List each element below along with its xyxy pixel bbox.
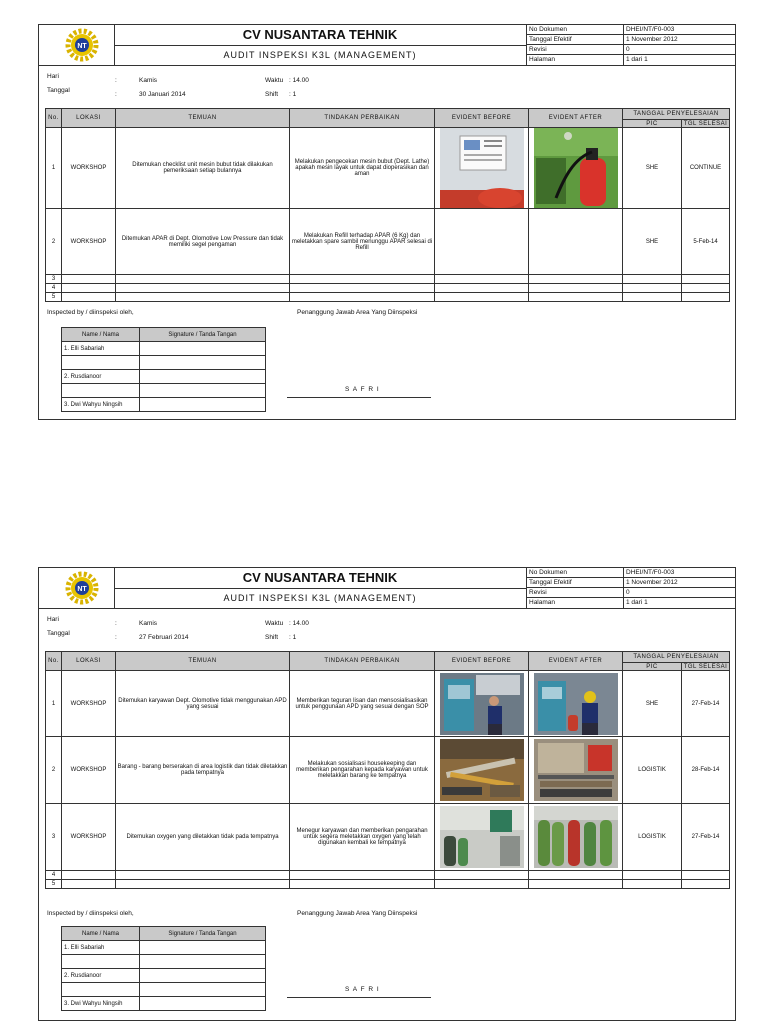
empty-cell [62,384,140,398]
evidence-before-photo[interactable] [435,737,529,804]
row-tindakan: Melakukan sosialisasi housekeeping dan memberikan pengarahan kepada karyawan untuk meletakkan barang ke tempatnya [290,737,435,804]
photo-image [440,806,524,868]
empty-cell [682,880,730,889]
meta-key: No Dokumen [529,569,567,576]
header-lokasi: LOKASI [62,109,116,128]
header-before: EVIDENT BEFORE [435,109,529,128]
signature-cell[interactable] [140,384,266,398]
meta-row [527,598,736,608]
evidence-after-photo[interactable] [529,671,623,737]
signature-cell[interactable] [140,342,266,356]
row-tgl: 27-Feb-14 [682,804,730,871]
table-row [46,804,730,871]
meta-value: DHEI/NT/F0-003 [623,568,736,578]
row-pic: LOGISTIK [623,737,682,804]
empty-cell [682,293,730,302]
form-header [39,25,735,66]
document-meta [526,568,736,608]
photo-checklist [440,128,524,208]
company-logo [39,25,115,65]
row-no: 5 [46,880,62,889]
table-row [46,293,730,302]
row-tgl: CONTINUE [682,128,730,209]
signature-cell[interactable] [140,398,266,412]
meta-value: 0 [623,588,736,598]
row-no: 5 [46,293,62,302]
empty-cell [62,356,140,370]
waktu-value: : 14.00 [289,620,309,627]
empty-cell [623,871,682,880]
empty-cell [435,871,529,880]
photo-worker-after [534,673,618,735]
empty-cell [623,880,682,889]
empty-cell [435,880,529,889]
meta-row [527,588,736,598]
inspector-name: 1. Elli Sabariah [62,941,140,955]
evidence-after-photo[interactable] [529,128,623,209]
photo-oxygen-before [440,806,524,868]
row-no: 2 [46,209,62,275]
pj-name: S A F R I [345,986,380,993]
hari-label: Hari [47,616,59,623]
header-lokasi: LOKASI [62,652,116,671]
empty-cell [682,284,730,293]
hari-label: Hari [47,73,59,80]
empty-cell [62,284,116,293]
audit-form [38,24,736,420]
empty-cell [623,275,682,284]
empty-cell [116,275,290,284]
photo-image [440,673,524,735]
waktu-value: : 14.00 [289,77,309,84]
document-title: AUDIT INSPEKSI K3L (MANAGEMENT) [223,593,417,603]
photo-apar [534,128,618,208]
empty-cell [290,284,435,293]
hari-value: Kamis [139,620,158,627]
header-no: No. [46,109,62,128]
meta-key: Revisi [529,46,547,53]
inspector-name: 2. Rusdianoor [62,969,140,983]
tanggal-label: Tanggal [47,630,70,637]
table-row [46,128,730,209]
meta-value: 1 November 2012 [623,578,736,588]
inspected-by-label: Inspected by / diinspeksi oleh, [47,910,134,917]
form-header [39,568,735,609]
signature-table [61,926,266,1011]
row-no: 1 [46,128,62,209]
photo-image [534,739,618,801]
meta-value: 1 November 2012 [623,35,736,45]
inspector-name: 1. Elli Sabariah [62,342,140,356]
table-row [46,275,730,284]
svg-text:NT: NT [77,586,87,593]
row-lokasi: WORKSHOP [62,209,116,275]
evidence-before-photo[interactable] [435,671,529,737]
empty-cell [682,871,730,880]
evidence-after-photo[interactable] [529,737,623,804]
row-tgl: 28-Feb-14 [682,737,730,804]
meta-key: Halaman [529,56,556,63]
signature-table [61,327,266,412]
table-row [46,284,730,293]
header-pic: PIC [623,663,682,671]
signature-cell[interactable] [140,955,266,969]
empty-cell [435,275,529,284]
empty-cell [623,293,682,302]
empty-cell [116,871,290,880]
table-row [46,671,730,737]
row-pic: SHE [623,128,682,209]
empty-cell [290,275,435,284]
table-row [46,209,730,275]
document-title: AUDIT INSPEKSI K3L (MANAGEMENT) [223,50,417,60]
pj-label: Penanggung Jawab Area Yang Diinspeksi [297,309,418,316]
header-tindakan: TINDAKAN PERBAIKAN [290,109,435,128]
pj-name: S A F R I [345,386,380,393]
tanggal-label: Tanggal [47,87,70,94]
colon: : [115,91,117,98]
header-tanggal: TANGGAL PENYELESAIAN [623,109,730,120]
signature-cell[interactable] [140,370,266,384]
row-temuan: Ditemukan APAR di Dept. Olomotive Low Pressure dan tidak memiliki segel pengaman [116,209,290,275]
photo-worker-before [440,673,524,735]
pj-label: Penanggung Jawab Area Yang Diinspeksi [297,910,418,917]
tanggal-value: 30 Januari 2014 [139,91,186,98]
inspector-name: 3. Dwi Wahyu Ningsih [62,398,140,412]
header-tgl: TGL SELESAI [682,120,730,128]
signature-cell[interactable] [140,356,266,370]
table-row [46,880,730,889]
gear-logo-icon [65,28,99,62]
header-tgl: TGL SELESAI [682,663,730,671]
evidence-after-photo[interactable] [529,804,623,871]
findings-table [45,651,730,889]
row-no: 4 [46,284,62,293]
shift-value: : 1 [289,91,297,98]
meta-value: 1 dari 1 [623,55,736,65]
row-no: 2 [46,737,62,804]
photo-image [534,128,618,208]
row-tgl: 5-Feb-14 [682,209,730,275]
hari-value: Kamis [139,77,158,84]
signature-cell[interactable] [140,969,266,983]
audit-form [38,567,736,1021]
document-meta [526,25,736,65]
photo-oxygen-after [534,806,618,868]
meta-row [527,25,736,35]
gear-logo-icon [65,571,99,605]
empty-cell [62,983,140,997]
meta-row [527,578,736,588]
evidence-before-photo[interactable] [435,128,529,209]
table-row [46,871,730,880]
row-lokasi: WORKSHOP [62,804,116,871]
row-tindakan: Menegur karyawan dan memberikan pengarahan untuk segera meletakkan oxygen yang telah digunakan kembali ke tempatnya [290,804,435,871]
colon: : [115,77,117,84]
empty-cell [682,275,730,284]
sig-header-sign: Signature / Tanda Tangan [140,927,266,941]
row-pic: SHE [623,671,682,737]
row-tindakan: Memberikan teguran lisan dan mensosialisasikan untuk penggunaan APD yang sesuai dengan SOP [290,671,435,737]
row-lokasi: WORKSHOP [62,671,116,737]
header-tanggal: TANGGAL PENYELESAIAN [623,652,730,663]
row-pic: SHE [623,209,682,275]
header-tindakan: TINDAKAN PERBAIKAN [290,652,435,671]
empty-cell [529,275,623,284]
sig-header-name: Name / Nama [62,328,140,342]
inspector-name: 3. Dwi Wahyu Ningsih [62,997,140,1011]
empty-cell [62,955,140,969]
empty-cell [529,284,623,293]
empty-cell [116,293,290,302]
shift-value: : 1 [289,634,297,641]
inspector-name: 2. Rusdianoor [62,370,140,384]
meta-row [527,35,736,45]
findings-table [45,108,730,302]
empty-cell [529,880,623,889]
row-lokasi: WORKSHOP [62,737,116,804]
meta-row [527,55,736,65]
signature-cell[interactable] [140,997,266,1011]
row-temuan: Barang - barang berserakan di area logistik dan tidak diletakkan pada tempatnya [116,737,290,804]
company-name: CV NUSANTARA TEHNIK [114,568,526,589]
header-after: EVIDENT AFTER [529,652,623,671]
row-temuan: Ditemukan checklist unit mesin bubut tidak dilakukan pemeriksaan setiap bulannya [116,128,290,209]
empty-cell [435,293,529,302]
empty-cell [623,284,682,293]
empty-cell [529,293,623,302]
meta-row [527,568,736,578]
empty-cell [290,871,435,880]
photo-image [440,128,524,208]
header-pic: PIC [623,120,682,128]
tanggal-value: 27 Februari 2014 [139,634,189,641]
signature-line [287,997,431,998]
meta-key: Tanggal Efektif [529,36,572,43]
meta-key: Tanggal Efektif [529,579,572,586]
row-temuan: Ditemukan karyawan Dept. Olomotive tidak menggunakan APD yang sesuai [116,671,290,737]
row-tgl: 27-Feb-14 [682,671,730,737]
shift-label: Shift [265,634,279,641]
empty-cell [62,871,116,880]
inspected-by-label: Inspected by / diinspeksi oleh, [47,309,134,316]
header-after: EVIDENT AFTER [529,109,623,128]
row-no: 1 [46,671,62,737]
empty-cell [62,293,116,302]
row-tindakan: Melakukan Refill terhadap APAR (6 Kg) dan meletakkan spare sambil menunggu APAR selesai di Refill [290,209,435,275]
photo-image [534,673,618,735]
colon: : [115,634,117,641]
evidence-before-empty [435,209,529,275]
evidence-after-empty [529,209,623,275]
photo-logistics-before [440,739,524,801]
row-no: 3 [46,804,62,871]
meta-key: Revisi [529,589,547,596]
waktu-label: Waktu [265,77,284,84]
meta-row [527,45,736,55]
header-temuan: TEMUAN [116,109,290,128]
sig-header-sign: Signature / Tanda Tangan [140,328,266,342]
meta-value: DHEI/NT/F0-003 [623,25,736,35]
photo-image [534,806,618,868]
empty-cell [435,284,529,293]
company-name: CV NUSANTARA TEHNIK [114,25,526,46]
empty-cell [62,880,116,889]
header-before: EVIDENT BEFORE [435,652,529,671]
empty-cell [529,871,623,880]
shift-label: Shift [265,91,279,98]
header-no: No. [46,652,62,671]
waktu-label: Waktu [265,620,284,627]
signature-cell[interactable] [140,941,266,955]
empty-cell [290,880,435,889]
photo-logistics-after [534,739,618,801]
table-row [46,737,730,804]
colon: : [115,620,117,627]
row-temuan: Ditemukan oxygen yang diletakkan tidak pada tempatnya [116,804,290,871]
svg-text:NT: NT [77,43,87,50]
meta-key: Halaman [529,599,556,606]
header-temuan: TEMUAN [116,652,290,671]
empty-cell [62,275,116,284]
photo-image [440,739,524,801]
meta-value: 1 dari 1 [623,598,736,608]
signature-line [287,397,431,398]
row-tindakan: Melakukan pengecekan mesin bubut (Dept. Lathe) apakah mesin layak untuk dapat dioperasikan dan aman [290,128,435,209]
signature-cell[interactable] [140,983,266,997]
empty-cell [290,293,435,302]
company-logo [39,568,115,608]
meta-key: No Dokumen [529,26,567,33]
evidence-before-photo[interactable] [435,804,529,871]
empty-cell [116,284,290,293]
row-no: 3 [46,275,62,284]
row-pic: LOGISTIK [623,804,682,871]
meta-value: 0 [623,45,736,55]
empty-cell [116,880,290,889]
row-lokasi: WORKSHOP [62,128,116,209]
sig-header-name: Name / Nama [62,927,140,941]
row-no: 4 [46,871,62,880]
